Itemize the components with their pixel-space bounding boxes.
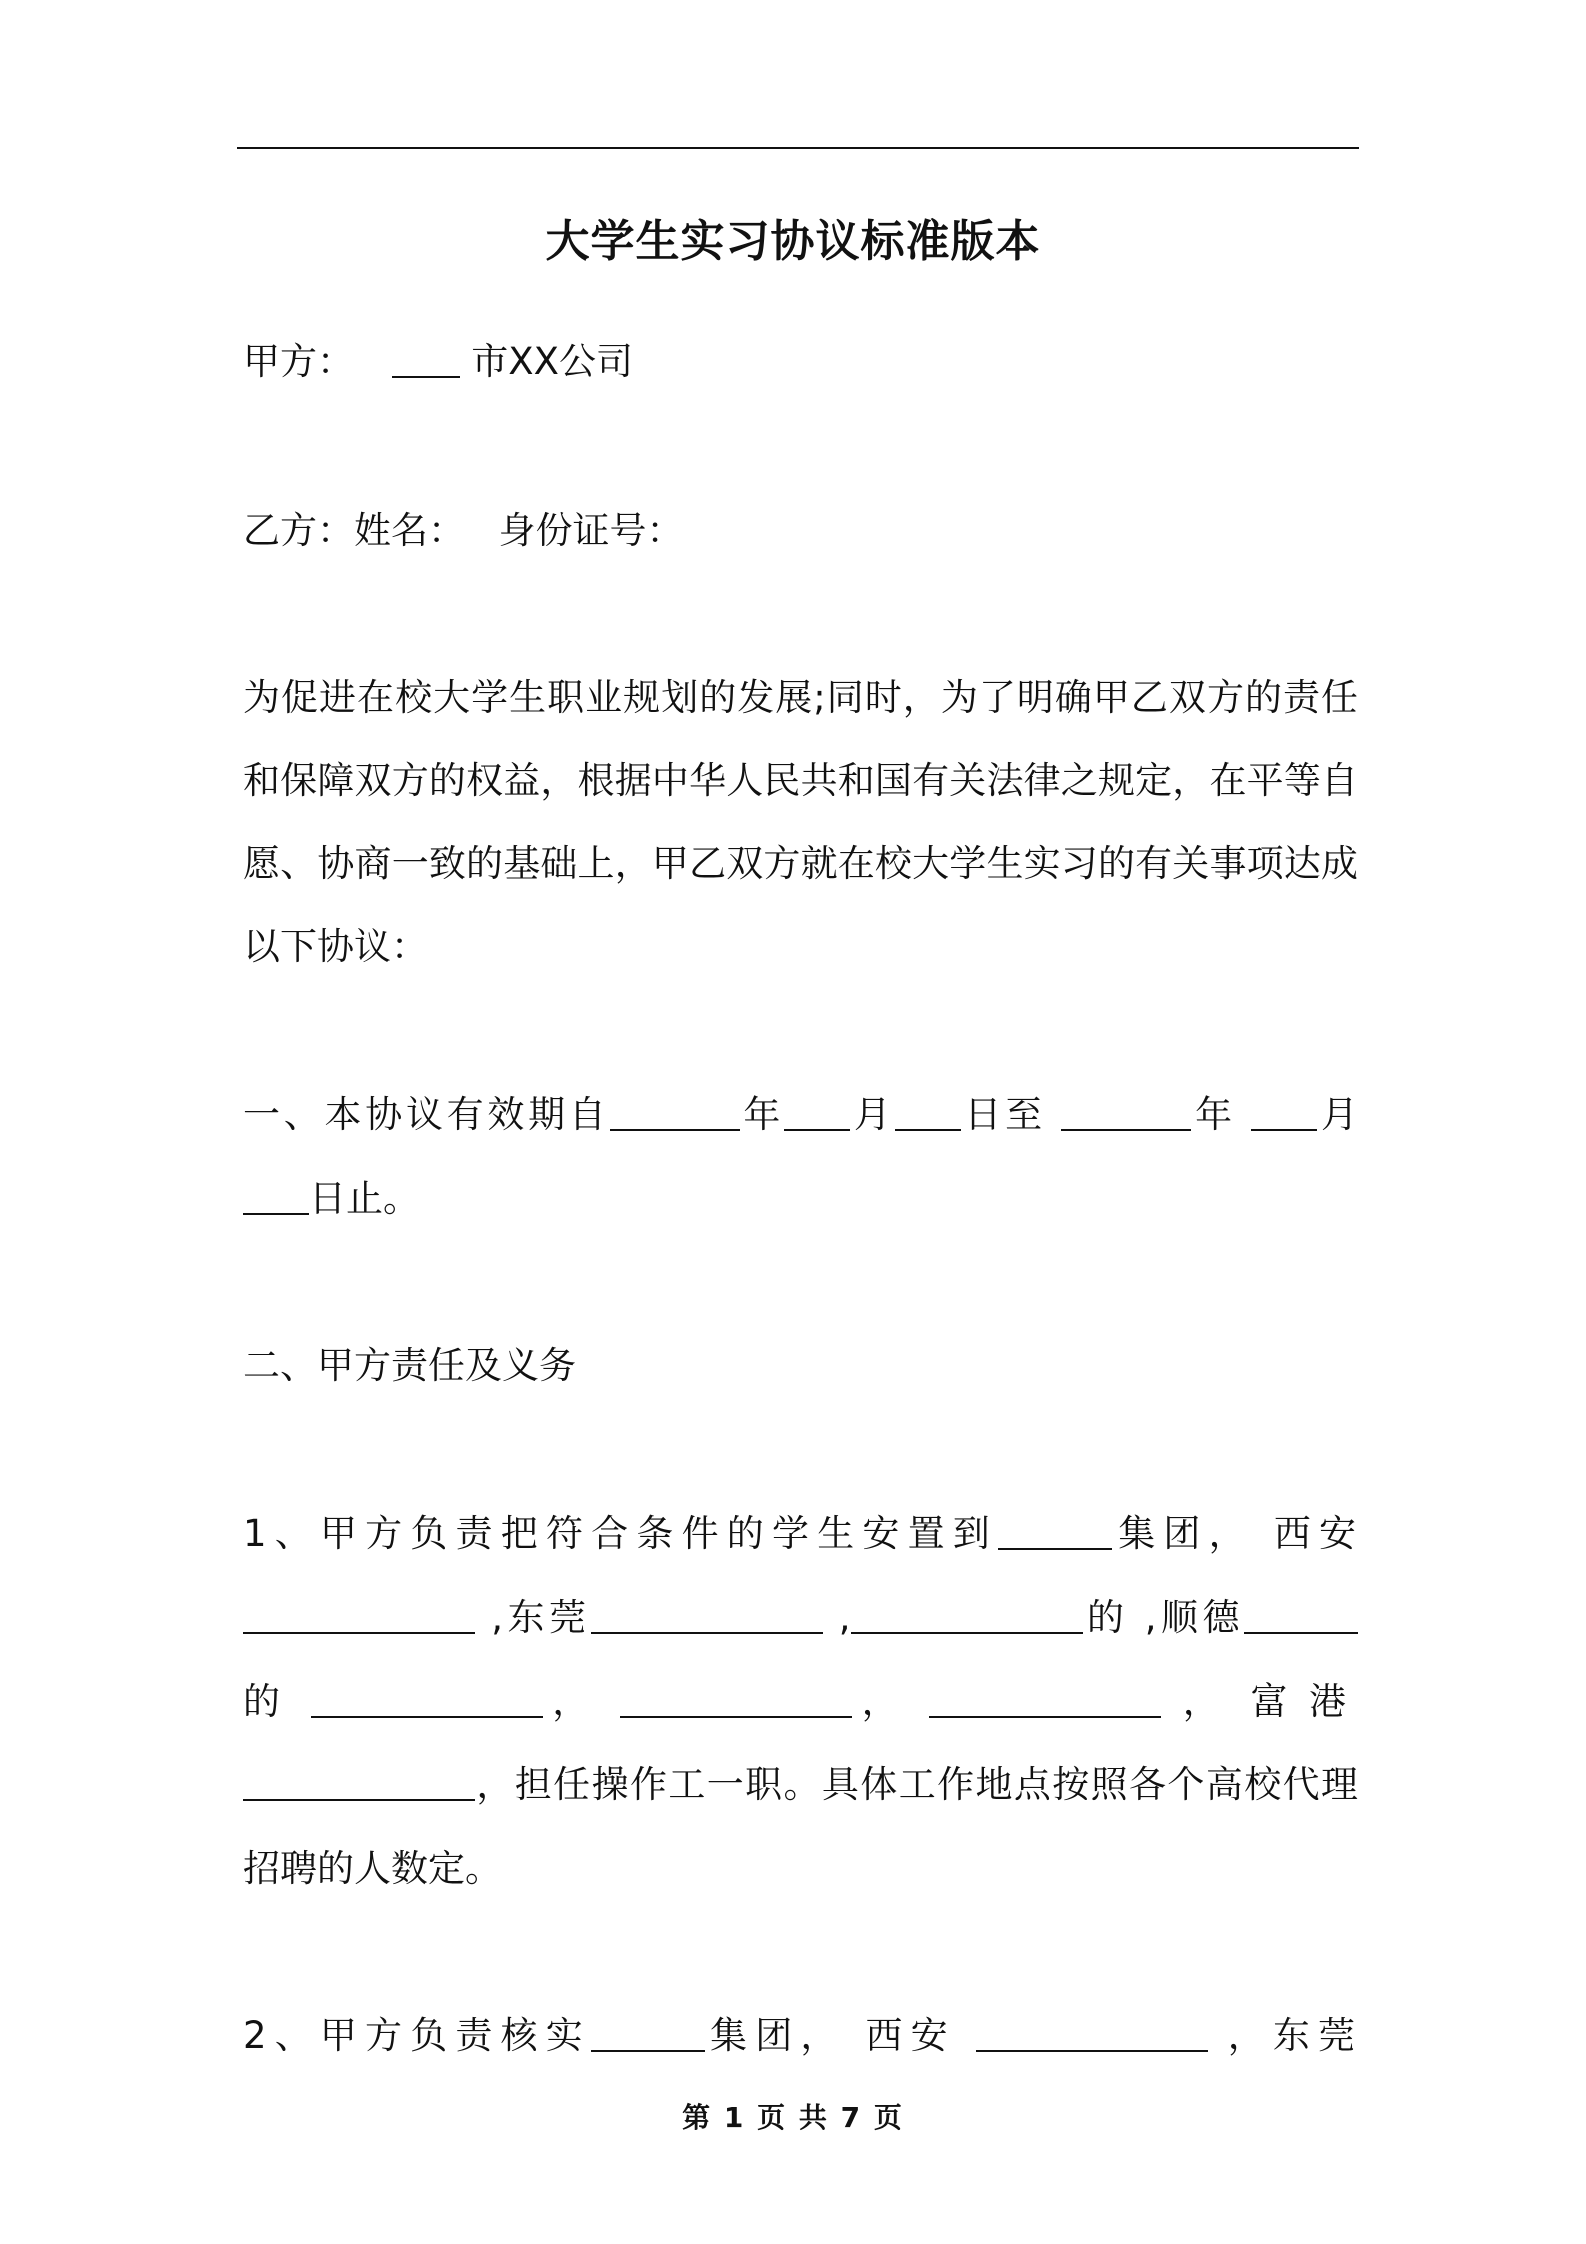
clause1-line-2 [243,1594,1358,1642]
clause1-comma3: ， [852,1680,909,1723]
clause2-prefix: 2、甲方负责核实 [243,2014,591,2057]
clause2-group: 集团， [704,2014,846,2057]
clause1-de1: 的 [1082,1596,1129,1639]
blank-day-2 [243,1179,309,1215]
party-a-value: 市XX公司 [471,340,633,383]
clause1-fugang: 富港 [1250,1680,1359,1723]
clause1-line-1 [243,1510,1358,1558]
blank-location-3 [620,1682,852,1718]
clause1-tail: ，担任操作工一职。具体工作地点按照各个高校代理 [475,1763,1358,1806]
blank-month-1 [784,1095,850,1131]
page-footer: 第 1 页 共 7 页 [682,2101,904,2134]
clause1-group: 集团， [1112,1512,1254,1555]
clause2-dongguan: ，东莞 [1227,2014,1359,2057]
section1-year1: 年 [739,1093,785,1136]
intro-line-2: 和保障双方的权益，根据中华人民共和国有关法律之规定，在平等自 [243,759,1358,802]
blank-location-1 [851,1598,1083,1634]
blank-xian-2 [976,2016,1208,2052]
clause1-comma1: , [838,1596,851,1639]
party-a-blank [392,342,460,378]
section2-heading: 二、甲方责任及义务 [243,1344,576,1387]
blank-year-2 [1061,1095,1191,1131]
blank-xian-1 [243,1598,475,1634]
intro-line-1: 为促进在校大学生职业规划的发展;同时，为了明确甲乙双方的责任 [243,676,1358,719]
clause1-comma2: ， [542,1680,599,1723]
blank-group-1 [998,1514,1112,1550]
party-b-label: 乙方： [243,509,354,552]
clause1-prefix: 1、甲方负责把符合条件的学生安置到 [243,1512,999,1555]
section1-line-2 [243,1175,1358,1223]
blank-location-2 [311,1682,543,1718]
intro-line-4: 以下协议： [243,925,428,968]
party-b-id-label: 身份证号： [498,509,684,552]
party-b-name-label: 姓名： [354,509,465,552]
section1-end: 日止。 [309,1177,420,1220]
clause2-xian: 西安 [865,2014,956,2057]
clause1-line-4 [243,1761,1358,1809]
clause1-shunde: ,顺德 [1144,1596,1245,1639]
blank-location-4 [929,1682,1161,1718]
document-title: 大学生实习协议标准版本 [545,216,1041,267]
party-a-label: 甲方： [243,340,354,383]
clause1-de2: 的 [243,1680,290,1723]
party-a-line [243,338,1358,386]
clause1-line-3 [243,1678,1358,1726]
section1-month2: 月 [1317,1093,1359,1136]
header-rule [237,147,1359,149]
blank-month-2 [1251,1095,1317,1131]
section1-day-to: 日至 [960,1093,1046,1136]
section1-month1: 月 [850,1093,895,1136]
section1-year2: 年 [1191,1093,1236,1136]
intro-line-3: 愿、协商一致的基础上，甲乙双方就在校大学生实习的有关事项达成 [243,842,1358,885]
blank-year-1 [610,1095,740,1131]
clause1-comma4: ， [1182,1680,1230,1723]
clause2-line-1 [243,2012,1358,2060]
blank-day-1 [895,1095,961,1131]
blank-fugang-1 [243,1765,475,1801]
blank-dongguan-1 [591,1598,823,1634]
clause1-dongguan: ,东莞 [491,1596,591,1639]
blank-group-2 [591,2016,705,2052]
section1-line-1 [243,1091,1358,1139]
section1-prefix: 一、本协议有效期自 [243,1093,610,1136]
clause1-line-5: 招聘的人数定。 [243,1847,502,1890]
party-b-line [243,507,1358,555]
blank-shunde-1 [1244,1598,1358,1634]
clause1-xian: 西安 [1273,1512,1359,1555]
